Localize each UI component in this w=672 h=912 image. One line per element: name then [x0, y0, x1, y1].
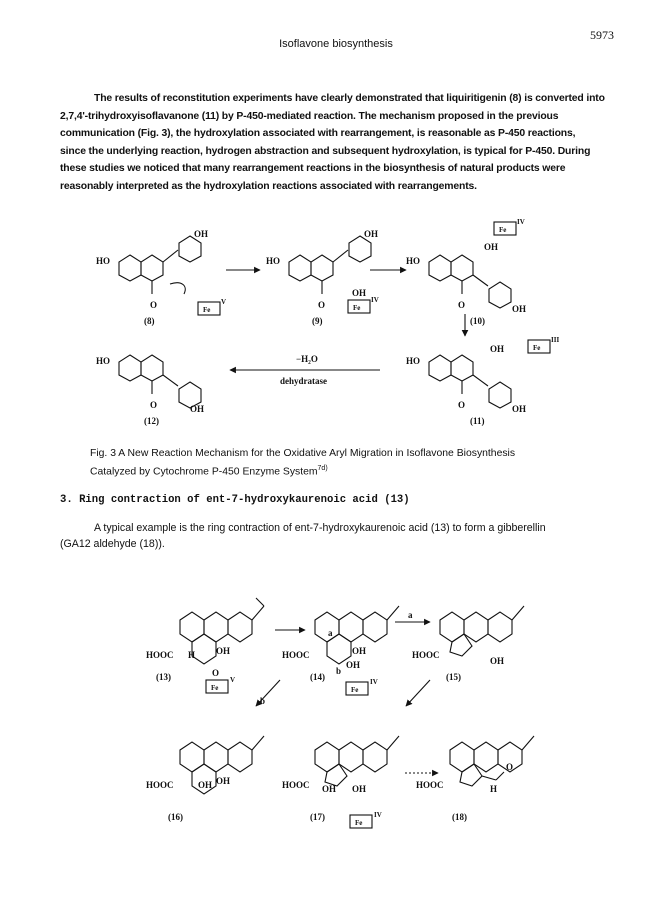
enzyme-label: dehydratase	[280, 376, 327, 386]
ho-label: HO	[406, 356, 421, 366]
paragraph-line: since the underlying reaction, hydrogen abstraction and subsequent hydroxylation, is typical for P-450. During	[60, 145, 591, 157]
section-heading: 3. Ring contraction of ent-7-hydroxykaurenoic acid (13)	[60, 494, 410, 506]
compound-label: (14)	[310, 672, 325, 682]
oxidation-state: IV	[370, 678, 378, 686]
compound-label: (15)	[446, 672, 461, 682]
fe-label: Fe	[211, 684, 219, 692]
hooc-label: HOOC	[416, 780, 444, 790]
o-label: O	[458, 400, 466, 410]
o-label: O	[506, 762, 514, 772]
citation-ref: 7d)	[317, 465, 328, 472]
oxidation-state: IV	[371, 296, 379, 304]
ho-label: HO	[266, 256, 281, 266]
oh-label: OH	[512, 404, 527, 414]
compound-10-structure	[429, 255, 511, 308]
section-body	[60, 520, 612, 552]
oh-label: OH	[322, 784, 337, 794]
compound-label: (17)	[310, 812, 325, 822]
o-label: O	[212, 668, 220, 678]
ho-label: HO	[406, 256, 421, 266]
oxidation-state: IV	[374, 811, 382, 819]
water-loss-label: −H₂O	[296, 354, 318, 364]
oh-label: OH	[490, 656, 505, 666]
compound-9-structure	[289, 236, 371, 294]
o-label: O	[150, 400, 158, 410]
path-b-label: b	[260, 696, 266, 706]
o-label: O	[150, 300, 158, 310]
paragraph-line: 2,7,4'-trihydroxyisoflavanone (11) by P-450-mediated reaction. The mechanism proposed in the previous	[60, 110, 559, 122]
paragraph-line: communication (Fig. 3), the hydroxylation associated with rearrangement, is reasonable as P-450 reactions,	[60, 128, 576, 140]
oh-label: OH	[194, 229, 209, 239]
oh-label: OH	[490, 344, 505, 354]
compound-15-structure	[440, 606, 524, 656]
ho-label: HO	[96, 256, 111, 266]
figure-4-scheme	[60, 580, 612, 880]
hooc-label: HOOC	[282, 650, 310, 660]
body-line: (GA12 aldehyde (18)).	[60, 538, 165, 550]
path-b-label: b	[336, 666, 342, 676]
compound-label: (8)	[144, 316, 155, 326]
oh-label: OH	[346, 660, 361, 670]
fe-label: Fe	[203, 306, 211, 314]
compound-label: (12)	[144, 416, 159, 426]
compound-12-structure	[119, 355, 201, 408]
page-number: 5973	[590, 28, 614, 42]
o-label: O	[318, 300, 326, 310]
oh-label: OH	[190, 404, 205, 414]
compound-label: (11)	[470, 416, 485, 426]
path-a-label: a	[408, 610, 413, 620]
compound-label: (13)	[156, 672, 171, 682]
paragraph-line: reasonably interpreted as the hydroxylation reactions associated with rearrangements.	[60, 180, 477, 192]
oxidation-state: IV	[517, 218, 525, 226]
compound-label: (16)	[168, 812, 183, 822]
oh-label: OH	[216, 646, 231, 656]
h-label: H	[490, 784, 498, 794]
ho-label: HO	[96, 356, 111, 366]
oh-label: OH	[352, 784, 367, 794]
body-line: A typical example is the ring contraction of ent-7-hydroxykaurenoic acid (13) to form a gibberellin	[94, 522, 546, 534]
running-header: Isoflavone biosynthesis	[279, 38, 393, 50]
figure-3-caption	[90, 446, 610, 479]
oxidation-state: III	[551, 336, 560, 344]
hooc-label: HOOC	[282, 780, 310, 790]
oxidation-state: V	[230, 676, 236, 684]
oh-label: OH	[484, 242, 499, 252]
reaction-arrow	[406, 680, 430, 706]
oh-label: OH	[352, 288, 367, 298]
compound-label: (10)	[470, 316, 485, 326]
fe-label: Fe	[499, 226, 507, 234]
caption-line: Catalyzed by Cytochrome P-450 Enzyme System$^{7d)}$	[90, 465, 328, 478]
compound-label: (9)	[312, 316, 323, 326]
figure-3-scheme	[60, 218, 612, 428]
h-label: H	[188, 650, 196, 660]
oxidation-state: V	[221, 298, 227, 306]
o-label: O	[458, 300, 466, 310]
caption-line: Fig. 3 A New Reaction Mechanism for the Oxidative Aryl Migration in Isoflavone Biosynthesis	[90, 448, 516, 459]
fe-label: Fe	[355, 819, 363, 827]
compound-label: (18)	[452, 812, 467, 822]
paragraph-line: these studies we noticed that many rearrangement reactions in the biosynthesis of natural products were	[60, 163, 566, 175]
hooc-label: HOOC	[412, 650, 440, 660]
oh-label: OH	[364, 229, 379, 239]
compound-18-structure	[450, 736, 534, 786]
compound-11-structure	[429, 355, 511, 408]
hooc-label: HOOC	[146, 650, 174, 660]
fe-label: Fe	[353, 304, 361, 312]
hooc-label: HOOC	[146, 780, 174, 790]
paragraph-reconstitution	[60, 90, 612, 196]
oh-label: OH	[216, 776, 231, 786]
fe-label: Fe	[533, 344, 541, 352]
oh-label: OH	[352, 646, 367, 656]
compound-8-structure	[119, 236, 201, 294]
paragraph-line: The results of reconstitution experiments have clearly demonstrated that liquiritigenin (8) is converted into	[94, 93, 605, 104]
fe-label: Fe	[351, 686, 359, 694]
path-a-label: a	[328, 628, 333, 638]
oh-label: OH	[198, 780, 213, 790]
oh-label: OH	[512, 304, 527, 314]
compound-17-structure	[315, 736, 399, 786]
